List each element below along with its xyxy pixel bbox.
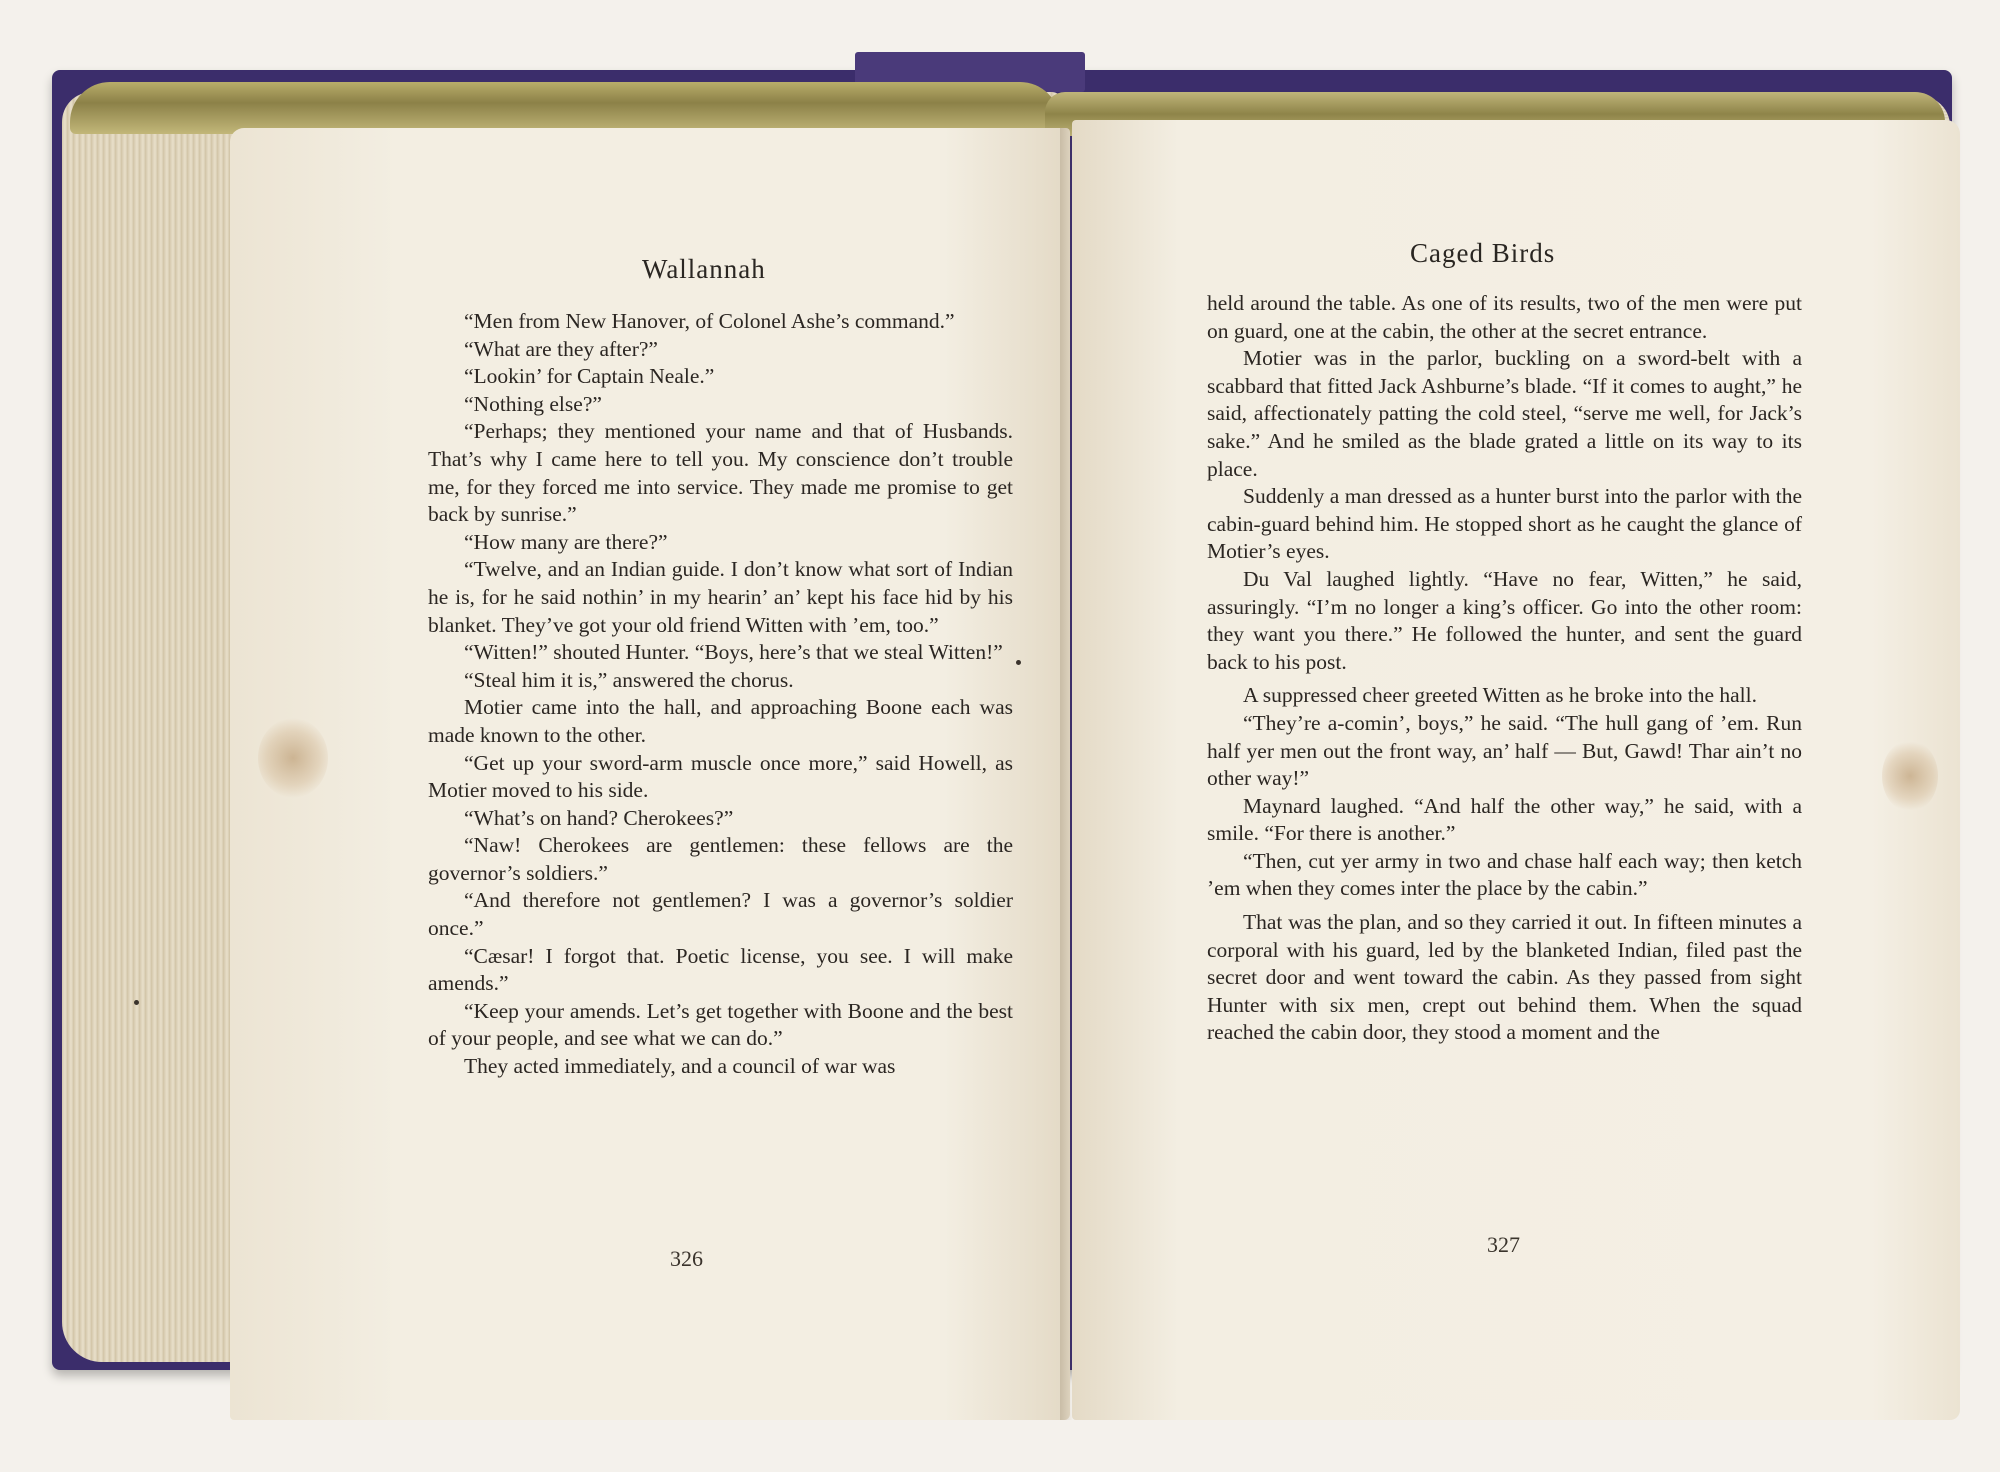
paragraph: “What’s on hand? Cherokees?” (464, 805, 734, 830)
right-running-head: Caged Birds (1410, 238, 1556, 268)
paragraph: “Keep your amends. Let’s get together with Boone and the best of your people, and see what we can do.” (428, 998, 1013, 1051)
paragraph: Suddenly a man dressed as a hunter burst into the parlor with the cabin-guard behind him. He stopped short as he caught the glance of Motier’s eyes. (1207, 484, 1802, 564)
ink-speck (1016, 660, 1021, 665)
paragraph: “Twelve, and an Indian guide. I don’t know what sort of Indian he is, for he said nothin’ in my hearin’ an’ kept his face hid by his blanket. They’ve got your old friend Witten with ’em, too.” (428, 557, 1013, 637)
paragraph: Du Val laughed lightly. “Have no fear, Witten,” he said, assuringly. “I’m no longer a king’s officer. Go into the other room: they want you there.” He followed the hunter, and sent the guard back to his post. (1207, 566, 1802, 674)
left-page-text (428, 308, 1013, 1081)
right-page (1072, 120, 1960, 1420)
left-page-number: 326 (670, 1246, 703, 1271)
left-gilt-edge (70, 82, 1060, 134)
paragraph: “Perhaps; they mentioned your name and that of Husbands. That’s why I came here to tell you. My conscience don’t trouble me, for they forced me into service. They made me promise to get back by sunrise.” (428, 419, 1013, 527)
paragraph: “Then, cut yer army in two and chase half each way; then ketch ’em when they comes inter the place by the cabin.” (1207, 848, 1802, 901)
paragraph: “And therefore not gentlemen? I was a governor’s soldier once.” (428, 888, 1013, 941)
paragraph: “What are they after?” (464, 336, 658, 361)
left-page (230, 128, 1070, 1420)
paragraph: held around the table. As one of its results, two of the men were put on guard, one at the cabin, the other at the secret entrance. (1207, 291, 1802, 343)
paragraph: “Get up your sword-arm muscle once more,” said Howell, as Motier moved to his side. (428, 750, 1013, 803)
left-running-head: Wallannah (642, 254, 766, 284)
paragraph: “Men from New Hanover, of Colonel Ashe’s command.” (464, 309, 955, 333)
paragraph: “Cæsar! I forgot that. Poetic license, you see. I will make amends.” (428, 943, 1013, 996)
paragraph: “They’re a-comin’, boys,” he said. “The hull gang of ’em. Run half yer men out the front way, an’ half — But, Gawd! Thar ain’t no other way!” (1207, 710, 1802, 791)
paragraph: They acted immediately, and a council of war was (464, 1054, 896, 1079)
paragraph: “Witten!” shouted Hunter. “Boys, here’s that we steal Witten!” (464, 640, 1003, 665)
paragraph: A suppressed cheer greeted Witten as he broke into the hall. (1243, 683, 1757, 708)
paragraph: Motier was in the parlor, buckling on a sword-belt with a scabbard that fitted Jack Ashburne’s blade. “If it comes to aught,” he said, affectionately patting the cold steel, “serve me well, for Jack’s sake.” And he smiled as the blade grated a little on its way to its place. (1207, 346, 1802, 481)
paragraph: “Lookin’ for Captain Neale.” (464, 364, 715, 389)
ink-speck (134, 1000, 139, 1005)
paragraph: “Nothing else?” (464, 391, 602, 416)
right-page-text (1207, 290, 1802, 1047)
paragraph: Motier came into the hall, and approaching Boone each was made known to the other. (428, 695, 1013, 747)
paragraph: “Steal him it is,” answered the chorus. (464, 667, 794, 692)
foxing-stain (258, 718, 328, 798)
foxing-stain (1882, 740, 1938, 812)
paragraph: Maynard laughed. “And half the other way,” he said, with a smile. “For there is another.” (1207, 793, 1802, 846)
paragraph: That was the plan, and so they carried it out. In fifteen minutes a corporal with his guard, led by the blanketed Indian, filed past the secret door and went toward the cabin. As they passed from sight Hunter with six men, crept out behind them. When the squad reached the cabin door, they stood a moment and the (1207, 910, 1802, 1045)
right-page-number: 327 (1487, 1232, 1520, 1257)
paragraph: “How many are there?” (464, 529, 668, 554)
paragraph: “Naw! Cherokees are gentlemen: these fellows are the governor’s soldiers.” (428, 833, 1013, 885)
